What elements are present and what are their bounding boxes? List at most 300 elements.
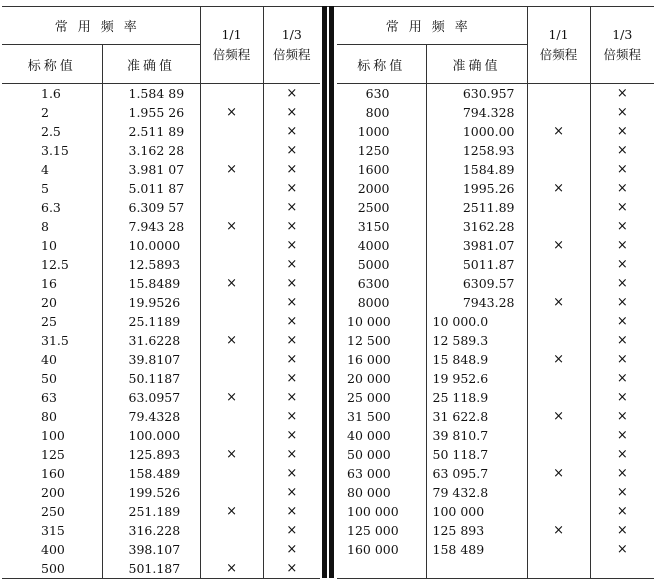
- third-octave-mark-cell: [590, 464, 654, 483]
- third-octave-mark-cell: [263, 84, 320, 104]
- exact-value-cell: 100.000: [128, 428, 181, 443]
- nominal-value-cell: 3.15: [2, 141, 102, 160]
- table-row: [337, 464, 654, 483]
- nominal-value-cell: 2.5: [2, 122, 102, 141]
- table-row: [337, 445, 654, 464]
- exact-value-cell: 2.511 89: [128, 124, 185, 139]
- cross-mark-icon: ×: [616, 143, 628, 158]
- nominal-value-cell: 1600: [337, 160, 426, 179]
- cross-mark-icon: ×: [286, 504, 298, 519]
- exact-value-cell: 79 432.8: [432, 485, 489, 500]
- exact-value-cell: 7943.28: [462, 295, 515, 310]
- third-octave-mark-cell: [590, 122, 654, 141]
- octave-header-label: 倍频程: [212, 46, 251, 62]
- table-row: [337, 426, 654, 445]
- exact-value-cell: 158 489: [432, 542, 485, 557]
- exact-value-cell: 3.981 07: [128, 162, 185, 177]
- cross-mark-icon: ×: [286, 409, 298, 424]
- exact-value-cell: 79.4328: [128, 409, 181, 424]
- exact-value-cell: 63 095.7: [432, 466, 489, 481]
- third-octave-mark-cell: [263, 483, 320, 502]
- exact-value-cell: 199.526: [128, 485, 181, 500]
- cross-mark-icon: ×: [226, 390, 237, 405]
- cross-mark-icon: ×: [226, 447, 237, 462]
- cross-mark-icon: ×: [226, 162, 237, 177]
- cross-mark-icon: ×: [616, 295, 628, 310]
- table-row: [337, 236, 654, 255]
- cross-mark-icon: ×: [553, 523, 564, 538]
- octave-header-ratio: 1/1: [548, 26, 569, 42]
- exact-value-cell: 125 893: [432, 523, 485, 538]
- nominal-value-cell: 20 000: [337, 369, 426, 388]
- third-octave-mark-cell: [263, 331, 320, 350]
- octave-mark-cell: [200, 464, 263, 483]
- table-row: [337, 122, 654, 141]
- octave-mark-cell: [200, 179, 263, 198]
- nominal-value-cell: [337, 559, 426, 578]
- third-octave-mark-cell: [590, 236, 654, 255]
- table-row: [2, 502, 320, 521]
- octave-mark-cell: [200, 103, 263, 122]
- octave-header: [200, 6, 263, 84]
- third-octave-mark-cell: [263, 521, 320, 540]
- exact-value-header: 准确值: [102, 45, 200, 84]
- third-octave-mark-cell: [590, 84, 654, 104]
- cross-mark-icon: ×: [226, 504, 237, 519]
- table-row: [2, 103, 320, 122]
- octave-mark-cell: [527, 483, 590, 502]
- octave-mark-cell: [527, 84, 590, 104]
- octave-mark-cell: [200, 445, 263, 464]
- exact-value-cell: 6309.57: [462, 276, 515, 291]
- table-row: [2, 255, 320, 274]
- third-octave-mark-cell: [590, 179, 654, 198]
- nominal-value-cell: 3150: [337, 217, 426, 236]
- nominal-value-cell: 1000: [337, 122, 426, 141]
- cross-mark-icon: ×: [286, 523, 298, 538]
- third-octave-mark-cell: [263, 255, 320, 274]
- exact-value-cell: 15.8489: [128, 276, 181, 291]
- third-octave-mark-cell: [590, 426, 654, 445]
- third-octave-mark-cell: [263, 445, 320, 464]
- table-row: [2, 559, 320, 579]
- table-row: [2, 293, 320, 312]
- exact-value-cell: 3981.07: [462, 238, 515, 253]
- table-row: [2, 122, 320, 141]
- third-octave-mark-cell: [263, 407, 320, 426]
- exact-value-cell: 12.5893: [128, 257, 181, 272]
- exact-value-cell: 158.489: [128, 466, 181, 481]
- cross-mark-icon: ×: [226, 219, 237, 234]
- nominal-value-cell: 80: [2, 407, 102, 426]
- table-row: [337, 141, 654, 160]
- exact-value-cell: 125.893: [128, 447, 181, 462]
- cross-mark-icon: ×: [286, 314, 298, 329]
- nominal-value-cell: 16 000: [337, 350, 426, 369]
- cross-mark-icon: ×: [286, 295, 298, 310]
- octave-mark-cell: [527, 464, 590, 483]
- cross-mark-icon: ×: [616, 276, 628, 291]
- third-octave-header-ratio: 1/3: [281, 26, 302, 42]
- cross-mark-icon: ×: [616, 314, 628, 329]
- third-octave-mark-cell: [590, 255, 654, 274]
- cross-mark-icon: ×: [226, 276, 237, 291]
- octave-mark-cell: [200, 198, 263, 217]
- third-octave-mark-cell: [590, 502, 654, 521]
- octave-mark-cell: [527, 445, 590, 464]
- octave-header-ratio: 1/1: [221, 26, 242, 42]
- octave-mark-cell: [527, 274, 590, 293]
- third-octave-mark-cell: [263, 350, 320, 369]
- third-octave-mark-cell: [263, 122, 320, 141]
- third-octave-mark-cell: [263, 160, 320, 179]
- nominal-value-cell: 31.5: [2, 331, 102, 350]
- exact-value-cell: 630.957: [462, 86, 515, 101]
- octave-mark-cell: [200, 274, 263, 293]
- nominal-value-cell: 1.6: [2, 84, 102, 104]
- nominal-value-cell: 2000: [337, 179, 426, 198]
- nominal-value-cell: 4000: [337, 236, 426, 255]
- cross-mark-icon: ×: [286, 466, 298, 481]
- third-octave-mark-cell: [263, 236, 320, 255]
- cross-mark-icon: ×: [616, 86, 628, 101]
- table-row: [2, 160, 320, 179]
- double-column-divider: [321, 6, 335, 578]
- third-octave-mark-cell: [590, 445, 654, 464]
- exact-value-cell: 3.162 28: [128, 143, 185, 158]
- octave-mark-cell: [527, 521, 590, 540]
- nominal-value-cell: 2: [2, 103, 102, 122]
- nominal-value-cell: 31 500: [337, 407, 426, 426]
- right-frequency-table: [337, 6, 654, 579]
- exact-value-cell: 1258.93: [462, 143, 515, 158]
- nominal-value-cell: 125: [2, 445, 102, 464]
- octave-mark-cell: [527, 103, 590, 122]
- exact-value-cell: 31.6228: [128, 333, 181, 348]
- nominal-value-cell: 12.5: [2, 255, 102, 274]
- third-octave-mark-cell: [263, 388, 320, 407]
- exact-value-cell: 1000.00: [462, 124, 515, 139]
- nominal-value-cell: 5000: [337, 255, 426, 274]
- table-row: [337, 103, 654, 122]
- nominal-value-cell: 250: [2, 502, 102, 521]
- table-row: [337, 293, 654, 312]
- cross-mark-icon: ×: [616, 181, 628, 196]
- exact-value-cell: 31 622.8: [432, 409, 489, 424]
- table-row: [2, 540, 320, 559]
- nominal-value-cell: 63: [2, 388, 102, 407]
- third-octave-mark-cell: [590, 559, 654, 578]
- cross-mark-icon: ×: [286, 447, 298, 462]
- third-octave-mark-cell: [590, 407, 654, 426]
- table-row: [2, 445, 320, 464]
- third-octave-header: [590, 6, 654, 84]
- cross-mark-icon: ×: [616, 466, 628, 481]
- cross-mark-icon: ×: [286, 181, 298, 196]
- nominal-value-cell: 50 000: [337, 445, 426, 464]
- table-row: [337, 217, 654, 236]
- table-row: [2, 198, 320, 217]
- exact-value-cell: 63.0957: [128, 390, 181, 405]
- cross-mark-icon: ×: [286, 428, 298, 443]
- table-row: [337, 350, 654, 369]
- exact-value-cell: 19 952.6: [432, 371, 489, 386]
- octave-mark-cell: [527, 312, 590, 331]
- cross-mark-icon: ×: [286, 352, 298, 367]
- exact-value-cell: 7.943 28: [128, 219, 185, 234]
- third-octave-mark-cell: [263, 502, 320, 521]
- third-octave-mark-cell: [590, 217, 654, 236]
- exact-value-cell: 25 118.9: [432, 390, 489, 405]
- octave-mark-cell: [200, 331, 263, 350]
- nominal-value-cell: 5: [2, 179, 102, 198]
- table-row: [337, 388, 654, 407]
- octave-mark-cell: [200, 350, 263, 369]
- cross-mark-icon: ×: [616, 105, 628, 120]
- table-row: [2, 388, 320, 407]
- nominal-value-cell: 6.3: [2, 198, 102, 217]
- cross-mark-icon: ×: [616, 371, 628, 386]
- table-row: [2, 407, 320, 426]
- exact-value-cell: 1995.26: [462, 181, 515, 196]
- nominal-value-cell: 80 000: [337, 483, 426, 502]
- exact-value-cell: 39.8107: [128, 352, 181, 367]
- table-row: [337, 84, 654, 104]
- cross-mark-icon: ×: [553, 466, 564, 481]
- nominal-value-cell: 10 000: [337, 312, 426, 331]
- table-row: [2, 141, 320, 160]
- third-octave-header-ratio: 1/3: [612, 26, 633, 42]
- cross-mark-icon: ×: [286, 105, 298, 120]
- exact-value-cell: 12 589.3: [432, 333, 489, 348]
- cross-mark-icon: ×: [553, 409, 564, 424]
- cross-mark-icon: ×: [616, 542, 628, 557]
- exact-value-cell: [426, 559, 527, 578]
- octave-mark-cell: [527, 540, 590, 559]
- nominal-value-cell: 100 000: [337, 502, 426, 521]
- cross-mark-icon: ×: [616, 333, 628, 348]
- octave-mark-cell: [200, 160, 263, 179]
- cross-mark-icon: ×: [616, 219, 628, 234]
- octave-mark-cell: [200, 483, 263, 502]
- cross-mark-icon: ×: [553, 352, 564, 367]
- third-octave-mark-cell: [263, 217, 320, 236]
- exact-value-cell: 5011.87: [462, 257, 515, 272]
- cross-mark-icon: ×: [616, 257, 628, 272]
- table-row: [337, 179, 654, 198]
- nominal-value-cell: 40 000: [337, 426, 426, 445]
- cross-mark-icon: ×: [226, 561, 237, 576]
- cross-mark-icon: ×: [616, 504, 628, 519]
- octave-mark-cell: [200, 540, 263, 559]
- table-row: [337, 540, 654, 559]
- nominal-value-cell: 100: [2, 426, 102, 445]
- cross-mark-icon: ×: [616, 238, 628, 253]
- octave-mark-cell: [527, 426, 590, 445]
- octave-mark-cell: [200, 236, 263, 255]
- octave-mark-cell: [527, 179, 590, 198]
- octave-mark-cell: [200, 388, 263, 407]
- third-octave-mark-cell: [263, 141, 320, 160]
- third-octave-mark-cell: [590, 141, 654, 160]
- nominal-value-cell: 10: [2, 236, 102, 255]
- table-row: [337, 369, 654, 388]
- exact-value-cell: 50 118.7: [432, 447, 489, 462]
- exact-value-cell: 3162.28: [462, 219, 515, 234]
- cross-mark-icon: ×: [553, 181, 564, 196]
- cross-mark-icon: ×: [616, 124, 628, 139]
- cross-mark-icon: ×: [286, 390, 298, 405]
- nominal-value-cell: 2500: [337, 198, 426, 217]
- cross-mark-icon: ×: [616, 409, 628, 424]
- cross-mark-icon: ×: [286, 371, 298, 386]
- third-octave-mark-cell: [263, 179, 320, 198]
- table-row: [2, 426, 320, 445]
- third-octave-header-label: 倍频程: [603, 46, 642, 62]
- cross-mark-icon: ×: [226, 333, 237, 348]
- table-row: [2, 217, 320, 236]
- nominal-value-header: 标称值: [337, 45, 426, 84]
- exact-value-cell: 501.187: [102, 559, 200, 579]
- third-octave-mark-cell: [590, 540, 654, 559]
- octave-mark-cell: [200, 521, 263, 540]
- nominal-value-cell: 125 000: [337, 521, 426, 540]
- exact-value-cell: 316.228: [128, 523, 181, 538]
- exact-value-cell: 10.0000: [128, 238, 181, 253]
- nominal-value-cell: 200: [2, 483, 102, 502]
- common-frequency-header: 常用频率: [337, 6, 527, 45]
- third-octave-mark-cell: [590, 369, 654, 388]
- octave-mark-cell: [200, 255, 263, 274]
- table-row: [337, 407, 654, 426]
- cross-mark-icon: ×: [226, 105, 237, 120]
- third-octave-mark-cell: [590, 103, 654, 122]
- nominal-value-cell: 16: [2, 274, 102, 293]
- third-octave-mark-cell: [590, 350, 654, 369]
- octave-mark-cell: [527, 160, 590, 179]
- cross-mark-icon: ×: [286, 143, 298, 158]
- third-octave-mark-cell: [263, 103, 320, 122]
- cross-mark-icon: ×: [286, 561, 298, 576]
- exact-value-cell: 25.1189: [128, 314, 181, 329]
- third-octave-mark-cell: [590, 312, 654, 331]
- exact-value-cell: 2511.89: [462, 200, 515, 215]
- exact-value-cell: 1584.89: [462, 162, 515, 177]
- octave-mark-cell: [200, 312, 263, 331]
- octave-mark-cell: [527, 217, 590, 236]
- octave-mark-cell: [200, 84, 263, 104]
- third-octave-mark-cell: [263, 312, 320, 331]
- cross-mark-icon: ×: [286, 485, 298, 500]
- exact-value-cell: 251.189: [128, 504, 181, 519]
- third-octave-mark-cell: [590, 388, 654, 407]
- exact-value-cell: 100 000: [432, 504, 485, 519]
- third-octave-mark-cell: [590, 521, 654, 540]
- table-row: [337, 483, 654, 502]
- third-octave-mark-cell: [263, 426, 320, 445]
- cross-mark-icon: ×: [616, 523, 628, 538]
- cross-mark-icon: ×: [616, 485, 628, 500]
- third-octave-mark-cell: [263, 198, 320, 217]
- cross-mark-icon: ×: [286, 162, 298, 177]
- octave-mark-cell: [200, 217, 263, 236]
- third-octave-header-label: 倍频程: [273, 46, 311, 62]
- cross-mark-icon: ×: [286, 542, 298, 557]
- octave-mark-cell: [200, 559, 263, 579]
- exact-value-cell: 19.9526: [128, 295, 181, 310]
- third-octave-mark-cell: [263, 559, 320, 579]
- octave-mark-cell: [527, 331, 590, 350]
- left-frequency-table: [2, 6, 320, 579]
- octave-mark-cell: [200, 426, 263, 445]
- octave-mark-cell: [527, 236, 590, 255]
- nominal-value-cell: 400: [2, 540, 102, 559]
- nominal-value-cell: 50: [2, 369, 102, 388]
- nominal-value-cell: 1250: [337, 141, 426, 160]
- third-octave-mark-cell: [263, 274, 320, 293]
- nominal-value-header: 标称值: [2, 45, 102, 84]
- nominal-value-cell: 800: [337, 103, 426, 122]
- octave-mark-cell: [527, 559, 590, 578]
- octave-mark-cell: [527, 388, 590, 407]
- table-row: [2, 179, 320, 198]
- table-row: [2, 464, 320, 483]
- exact-value-cell: 1.584 89: [128, 86, 185, 101]
- table-row: [337, 521, 654, 540]
- cross-mark-icon: ×: [553, 124, 564, 139]
- nominal-value-cell: 63 000: [337, 464, 426, 483]
- table-row: [337, 559, 654, 578]
- octave-mark-cell: [527, 198, 590, 217]
- table-row: [337, 274, 654, 293]
- cross-mark-icon: ×: [286, 257, 298, 272]
- nominal-value-cell: 4: [2, 160, 102, 179]
- cross-mark-icon: ×: [616, 390, 628, 405]
- octave-mark-cell: [527, 369, 590, 388]
- cross-mark-icon: ×: [553, 295, 564, 310]
- cross-mark-icon: ×: [616, 200, 628, 215]
- table-row: [337, 198, 654, 217]
- third-octave-mark-cell: [590, 331, 654, 350]
- cross-mark-icon: ×: [286, 219, 298, 234]
- nominal-value-cell: 630: [337, 84, 426, 104]
- table-row: [337, 331, 654, 350]
- exact-value-cell: 10 000.0: [432, 314, 489, 329]
- octave-mark-cell: [200, 293, 263, 312]
- cross-mark-icon: ×: [616, 162, 628, 177]
- cross-mark-icon: ×: [616, 428, 628, 443]
- cross-mark-icon: ×: [286, 124, 298, 139]
- cross-mark-icon: ×: [286, 333, 298, 348]
- exact-value-header: 准确值: [426, 45, 527, 84]
- octave-header-label: 倍频程: [539, 46, 578, 62]
- third-octave-mark-cell: [263, 369, 320, 388]
- cross-mark-icon: ×: [616, 447, 628, 462]
- octave-mark-cell: [527, 407, 590, 426]
- octave-header: [527, 6, 590, 84]
- cross-mark-icon: ×: [616, 352, 628, 367]
- exact-value-cell: 398.107: [128, 542, 181, 557]
- nominal-value-cell: 25: [2, 312, 102, 331]
- table-row: [2, 84, 320, 104]
- nominal-value-cell: 160 000: [337, 540, 426, 559]
- table-row: [2, 521, 320, 540]
- nominal-value-cell: 20: [2, 293, 102, 312]
- octave-mark-cell: [200, 369, 263, 388]
- exact-value-cell: 5.011 87: [128, 181, 185, 196]
- third-octave-mark-cell: [590, 483, 654, 502]
- cross-mark-icon: ×: [286, 276, 298, 291]
